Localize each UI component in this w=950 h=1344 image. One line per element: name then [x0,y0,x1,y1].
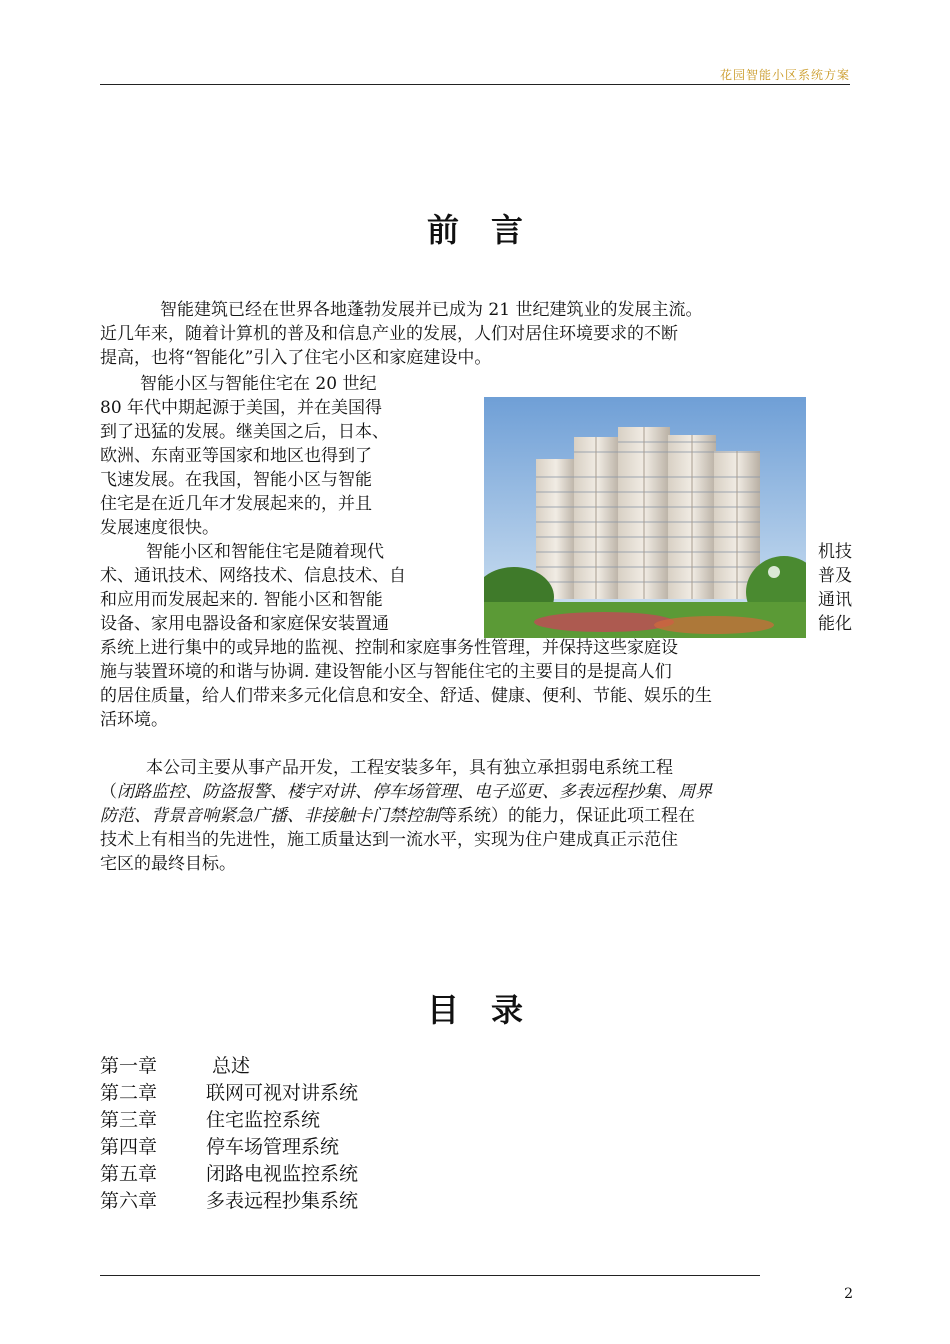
toc-chapter-name: 联网可视对讲系统 [206,1082,359,1104]
paragraph-3-left [100,540,472,636]
p3-right-line-1: 机技 [818,542,852,562]
toc-chapter: 第二章 [100,1082,158,1104]
toc-chapter-name: 总述 [212,1055,251,1077]
toc-chapter: 第四章 [100,1136,158,1158]
p3-left-line-3: 和应用而发展起来的. 智能小区和智能 [100,590,383,610]
toc-chapter: 第六章 [100,1190,158,1212]
toc-chapter: 第一章 [100,1055,158,1077]
p4-line-1: 本公司主要从事产品开发，工程安装多年，具有独立承担弱电系统工程 [146,758,673,778]
p3-full-line-3: 的居住质量，给人们带来多元化信息和安全、舒适、健康、便利、节能、娱乐的生 [100,686,712,706]
toc-entry[interactable] [100,1188,358,1215]
p4-line-2-open: （ [100,782,117,802]
p3-left-line-1: 智能小区和智能住宅是随着现代 [146,542,384,562]
p4-line-3-tail: 等系统）的能力，保证此项工程在 [440,806,695,826]
p3-left-line-2: 术、通讯技术、网络技术、信息技术、自 [100,566,406,586]
p2-line-5: 飞速发展。在我国，智能小区与智能 [100,470,372,490]
toc-chapter-name: 闭路电视监控系统 [206,1163,359,1185]
p3-right-line-3: 通讯 [818,590,852,610]
p1-line-3: 提高，也将“智能化”引入了住宅小区和家庭建设中。 [100,348,492,368]
toc-entry[interactable] [100,1107,358,1134]
p1-line-2: 近几年来，随着计算机的普及和信息产业的发展，人们对居住环境要求的不断 [100,324,678,344]
table-of-contents [100,1053,358,1215]
toc-chapter: 第五章 [100,1163,158,1185]
page-number: 2 [844,1286,853,1302]
header-rule [100,84,850,85]
building-photo [484,397,806,638]
p3-right-line-2: 普及 [818,566,852,586]
p4-line-4: 技术上有相当的先进性，施工质量达到一流水平，实现为住户建成真正示范住 [100,830,678,850]
toc-title: 目 录 [426,991,523,1029]
toc-chapter-name: 多表远程抄集系统 [206,1190,359,1212]
p3-full-line-2: 施与装置环境的和谐与协调. 建设智能小区与智能住宅的主要目的是提高人们 [100,662,672,682]
toc-entry[interactable] [100,1134,358,1161]
p2-line-6: 住宅是在近几年才发展起来的，并且 [100,494,372,514]
preface-title: 前 言 [426,211,523,249]
p4-line-5: 宅区的最终目标。 [100,854,236,874]
p3-full-line-4: 活环境。 [100,710,168,730]
paragraph-1 [100,298,850,370]
p2-line-1: 智能小区与智能住宅在 20 世纪 [140,374,377,394]
p2-line-4: 欧洲、东南亚等国家和地区也得到了 [100,446,372,466]
toc-entry[interactable] [100,1080,358,1107]
p1-line-1: 智能建筑已经在世界各地蓬勃发展并已成为 21 世纪建筑业的发展主流。 [160,300,703,320]
p2-line-7: 发展速度很快。 [100,518,219,538]
running-header: 花园智能小区系统方案 [719,68,850,82]
toc-chapter-name: 停车场管理系统 [206,1136,340,1158]
toc-chapter: 第三章 [100,1109,158,1131]
toc-entry[interactable] [100,1161,358,1188]
paragraph-3-right [808,540,852,636]
p2-line-3: 到了迅猛的发展。继美国之后，日本、 [100,422,389,442]
toc-entry[interactable] [100,1053,358,1080]
p4-line-3-items: 防范、背景音响紧急广播、非接触卡门禁控制 [100,806,440,826]
p2-line-2: 80 年代中期起源于美国，并在美国得 [100,398,383,418]
paragraph-3-full [100,636,850,732]
p4-line-2-items: 闭路监控、防盗报警、楼宇对讲、停车场管理、电子巡更、多表远程抄集、周界 [117,782,712,802]
p3-full-line-1: 系统上进行集中的或异地的监视、控制和家庭事务性管理，并保持这些家庭设 [100,638,678,658]
toc-chapter-name: 住宅监控系统 [206,1109,321,1131]
paragraph-2 [100,372,470,540]
p3-left-line-4: 设备、家用电器设备和家庭保安装置通 [100,614,389,634]
p3-right-line-4: 能化 [818,614,852,634]
footer-rule [100,1275,760,1276]
paragraph-4 [100,756,850,876]
